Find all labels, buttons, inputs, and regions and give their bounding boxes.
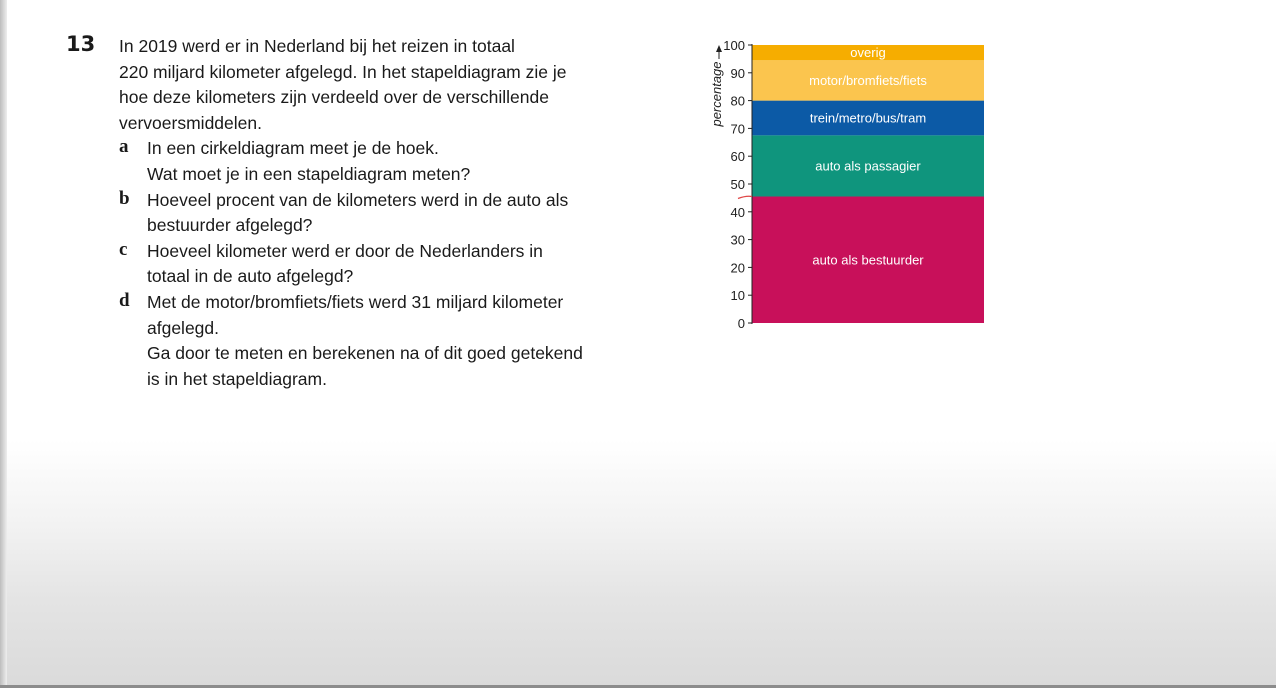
segment-label: auto als bestuurder (812, 252, 924, 268)
question-text (119, 34, 639, 392)
stacked-bar-chart (700, 34, 1000, 334)
subquestion-line: is in het stapeldiagram. (147, 368, 327, 389)
intro-line: 220 miljard kilometer afgelegd. In het stapeldiagram zie je (119, 61, 567, 82)
subquestion-a (119, 136, 639, 187)
subquestion-d (119, 290, 639, 392)
y-tick-label: 100 (723, 38, 745, 53)
segment-label: motor/bromfiets/fiets (809, 72, 927, 88)
question-intro (119, 34, 639, 136)
y-tick-label: 0 (737, 316, 745, 331)
y-tick-label: 90 (730, 65, 745, 81)
subquestion-letter: d (119, 289, 130, 311)
segment-label: trein/metro/bus/tram (809, 110, 927, 126)
subquestion-line: afgelegd. (147, 317, 220, 338)
y-tick-label: 10 (730, 288, 745, 304)
segment-label: overig (850, 45, 886, 61)
subquestion-line: Hoeveel procent van de kilometers werd in de auto als (147, 189, 569, 210)
y-tick-label: 70 (730, 121, 745, 137)
subquestion-letter: c (119, 238, 128, 260)
y-tick-label: 80 (730, 93, 745, 109)
subquestion-line: In een cirkeldiagram meet je de hoek. (147, 138, 439, 159)
y-tick-label: 50 (730, 177, 745, 192)
subquestion-line: Ga door te meten en berekenen na of dit goed getekend (147, 343, 583, 364)
intro-line: vervoersmiddelen. (119, 112, 262, 133)
subquestion-line: bestuurder afgelegd? (147, 215, 313, 236)
subquestion-letter: a (119, 136, 129, 158)
subquestion-b (119, 188, 639, 239)
y-axis-label: percentage (709, 61, 724, 127)
y-tick-label: 60 (730, 149, 745, 165)
y-tick-label: 40 (730, 204, 745, 220)
segment-label: auto als passagier (815, 158, 921, 174)
subquestion-line: totaal in de auto afgelegd? (147, 266, 354, 287)
handwritten-mark (738, 196, 752, 198)
intro-line: In 2019 werd er in Nederland bij het reizen in totaal (119, 36, 515, 56)
question-number: 13 (66, 32, 96, 56)
y-tick-label: 20 (730, 260, 745, 276)
subquestion-line: Wat moet je in een stapeldiagram meten? (147, 163, 471, 184)
subquestion-line: Met de motor/bromfiets/fiets werd 31 miljard kilometer (147, 291, 564, 312)
intro-line: hoe deze kilometers zijn verdeeld over de verschillende (119, 87, 549, 108)
y-axis-arrow-icon (716, 45, 722, 52)
y-tick-label: 30 (730, 232, 745, 248)
window-left-edge (0, 0, 7, 688)
subquestion-c (119, 239, 639, 290)
subquestion-letter: b (119, 187, 130, 209)
subquestion-line: Hoeveel kilometer werd er door de Nederlanders in (147, 240, 543, 261)
